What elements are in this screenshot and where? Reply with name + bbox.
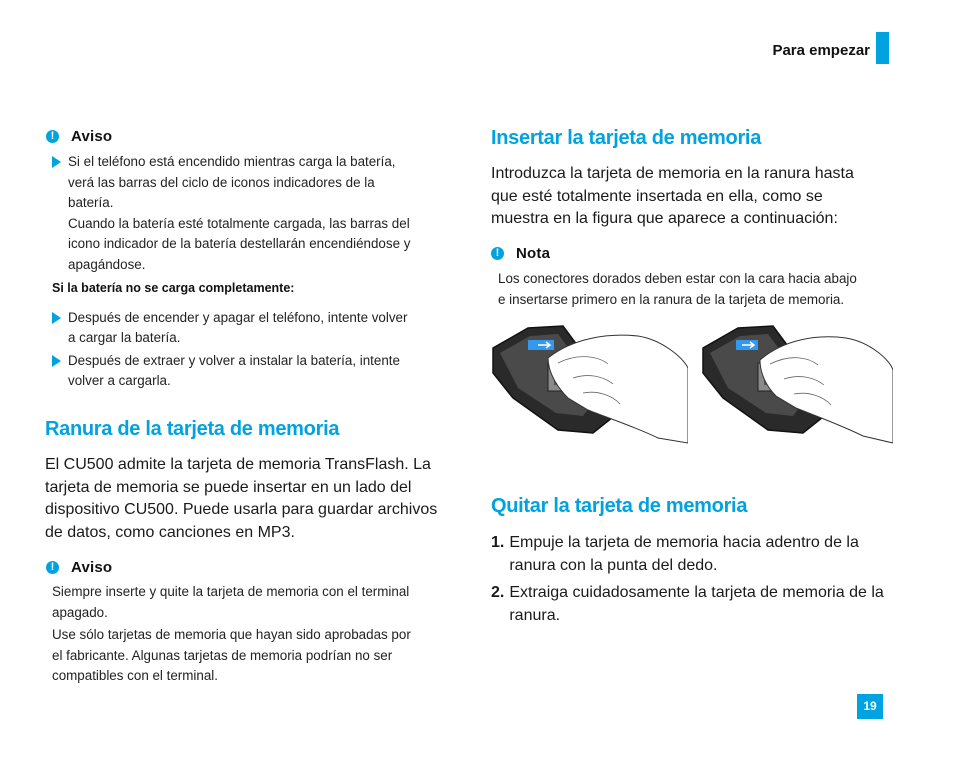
section-paragraph [491,163,891,231]
steps-list [491,532,901,627]
exclamation-icon: ! [46,561,59,574]
text-line: Siempre inserte y quite la tarjeta de memoria con el terminal [52,584,410,599]
text-line: verá las barras del ciclo de iconos indicadores de la [68,174,375,190]
section-title: Insertar la tarjeta de memoria [491,127,762,149]
step-item [491,532,901,577]
notice-heading [46,559,112,576]
text-line: el fabricante. Algunas tarjetas de memoria podrían no ser [52,647,393,663]
phone-card-inserted-illustration [698,318,893,448]
text-line: e insertarse primero en la ranura de la tarjeta de memoria. [498,291,845,307]
text-line: Introduzca la tarjeta de memoria en la ranura hasta [491,165,854,182]
text-line: compatibles con el terminal. [52,668,218,683]
text-line: Empuje la tarjeta de memoria hacia adentro de la [509,534,859,551]
exclamation-icon: ! [46,130,59,143]
notice-body [52,152,442,392]
bullet-item [52,308,442,349]
text-line: Use sólo tarjetas de memoria que hayan sido aprobadas por [52,627,411,642]
step-number: 2. [491,584,505,601]
text-line: a cargar la batería. [68,330,181,345]
text-line: volver a cargarla. [68,373,171,388]
notice-subheading: Si la batería no se carga completamente: [52,281,295,295]
text-line: apagado. [52,604,108,620]
text-line: ranura con la punta del dedo. [509,556,718,574]
bullet-item [52,152,442,275]
notice-heading [46,128,112,145]
bullet-arrow-icon [52,355,61,367]
bullet-item [52,351,442,392]
note-heading [491,245,550,262]
text-line: de datos, como canciones en MP3. [45,523,295,541]
bullet-arrow-icon [52,156,61,168]
exclamation-icon: ! [491,247,504,260]
section-title: Quitar la tarjeta de memoria [491,495,748,517]
header-accent-bar [876,32,889,64]
note-title: Nota [516,245,551,262]
text-line: Cuando la batería esté totalmente cargada, las barras del [68,215,410,231]
text-line: icono indicador de la batería destellarán encendiéndose y [68,236,411,251]
text-line: dispositivo CU500. Puede usarla para guardar archivos [45,501,438,518]
notice-title: Aviso [71,128,113,145]
section-paragraph [45,454,455,544]
note-body [498,269,898,310]
text-line: ranura. [509,606,561,624]
phone-card-insertion-illustration [488,318,688,448]
step-number: 1. [491,534,505,551]
text-line: que esté totalmente insertada en ella, como se [491,187,823,205]
bullet-arrow-icon [52,312,61,324]
text-line: Después de encender y apagar el teléfono, intente volver [68,309,408,325]
text-line: Después de extraer y volver a instalar la batería, intente [68,352,400,368]
text-line: tarjeta de memoria se puede insertar en un lado del [45,478,412,496]
notice-title: Aviso [71,559,113,576]
text-line: apagándose. [68,256,146,272]
notice-body [52,582,447,687]
running-header: Para empezar [772,42,870,59]
page-number: 19 [857,694,883,719]
text-line: batería. [68,195,114,210]
text-line: El CU500 admite la tarjeta de memoria TransFlash. La [45,456,431,473]
text-line: Extraiga cuidadosamente la tarjeta de memoria de la [509,584,884,601]
text-line: Si el teléfono está encendido mientras carga la batería, [68,154,396,169]
section-title: Ranura de la tarjeta de memoria [45,418,340,440]
step-item [491,582,901,627]
text-line: Los conectores dorados deben estar con la cara hacia abajo [498,271,857,286]
text-line: muestra en la figura que aparece a continuación: [491,210,838,227]
